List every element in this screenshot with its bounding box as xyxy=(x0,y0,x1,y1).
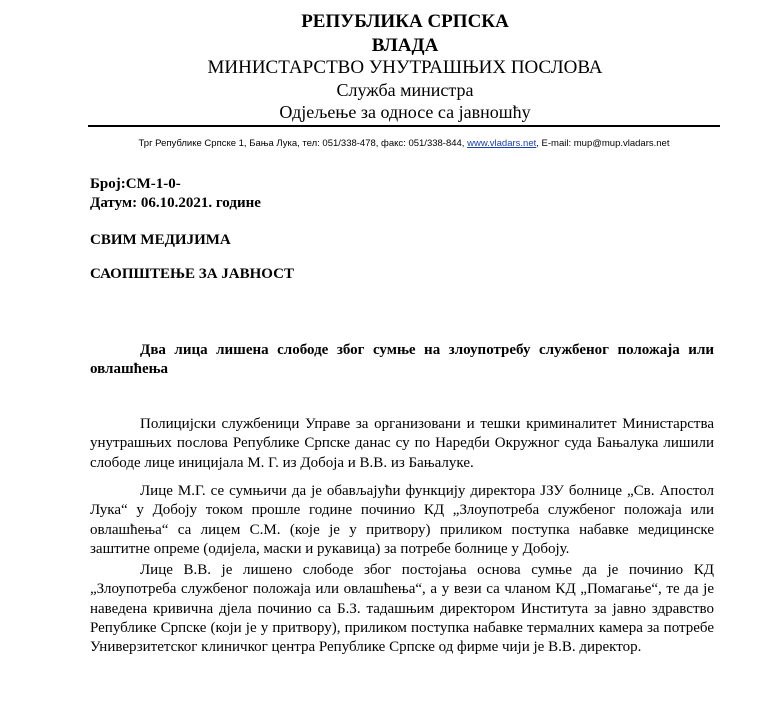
contact-address: Трг Републике Српске 1, Бања Лука, тел: 051/338-478, факс: 051/338-844, xyxy=(138,138,468,149)
contact-line xyxy=(88,138,720,149)
press-headline: Два лица лишена слободе због сумње на злоупотребу службеног положаја или овлашћења xyxy=(90,342,714,377)
document-date: Датум: 06.10.2021. године xyxy=(90,195,261,211)
addressee: СВИМ МЕДИЈИМА xyxy=(90,232,231,248)
header-divider xyxy=(88,125,720,127)
header-government: ВЛАДА xyxy=(371,35,439,56)
document-type: САОПШТЕЊЕ ЗА ЈАВНОСТ xyxy=(90,266,294,282)
header-ministry: МИНИСТАРСТВО УНУТРАШЊИХ ПОСЛОВА xyxy=(207,57,603,78)
header-service: Служба министра xyxy=(336,80,474,100)
paragraph: Лице В.В. је лишено слободе због постојања основа сумње да је починио КД „Злоупотреба службеног положаја или овлашћења“, а у вези са чланом КД „Помагање“, те да је наведена кривична дјела починио са Б.З. тадашњим директором Института за јавно здравство Републике Српске (који је у притвору), приликом поступка набавке термалних камера за потребе Универзитетског клиничког центра Републике Српске од фирме чији је В.В. директор. xyxy=(90,562,714,656)
paragraph: Лице М.Г. се сумњичи да је обављајући функцију директора ЈЗУ болнице „Св. Апостол Лука“ у Добоју током прошле године починио КД „Злоупотреба службеног положаја или овлашћења“ са лицем С.М. (које је у притвору) приликом поступка набавке медицинске заштитне опреме (одијела, маски и рукавица) за потребе болнице у Добоју. xyxy=(90,483,714,557)
header-department: Одјељење за односе са јавношћу xyxy=(279,102,531,122)
contact-email: , E-mail: mup@mup.vladars.net xyxy=(536,138,670,149)
header-republic: РЕПУБЛИКА СРПСКА xyxy=(301,11,509,32)
website-link[interactable]: www.vladars.net xyxy=(467,138,537,149)
document-number: Број:СМ-1-0- xyxy=(90,176,181,192)
paragraph: Полицијски службеници Управе за организовани и тешки криминалитет Министарства унутрашњих послова Републике Српске данас су по Наредби Окружног суда Бањалука лишили слободе лице иницијала М. Г. из Добоја и В.В. из Бањалуке. xyxy=(90,416,714,471)
